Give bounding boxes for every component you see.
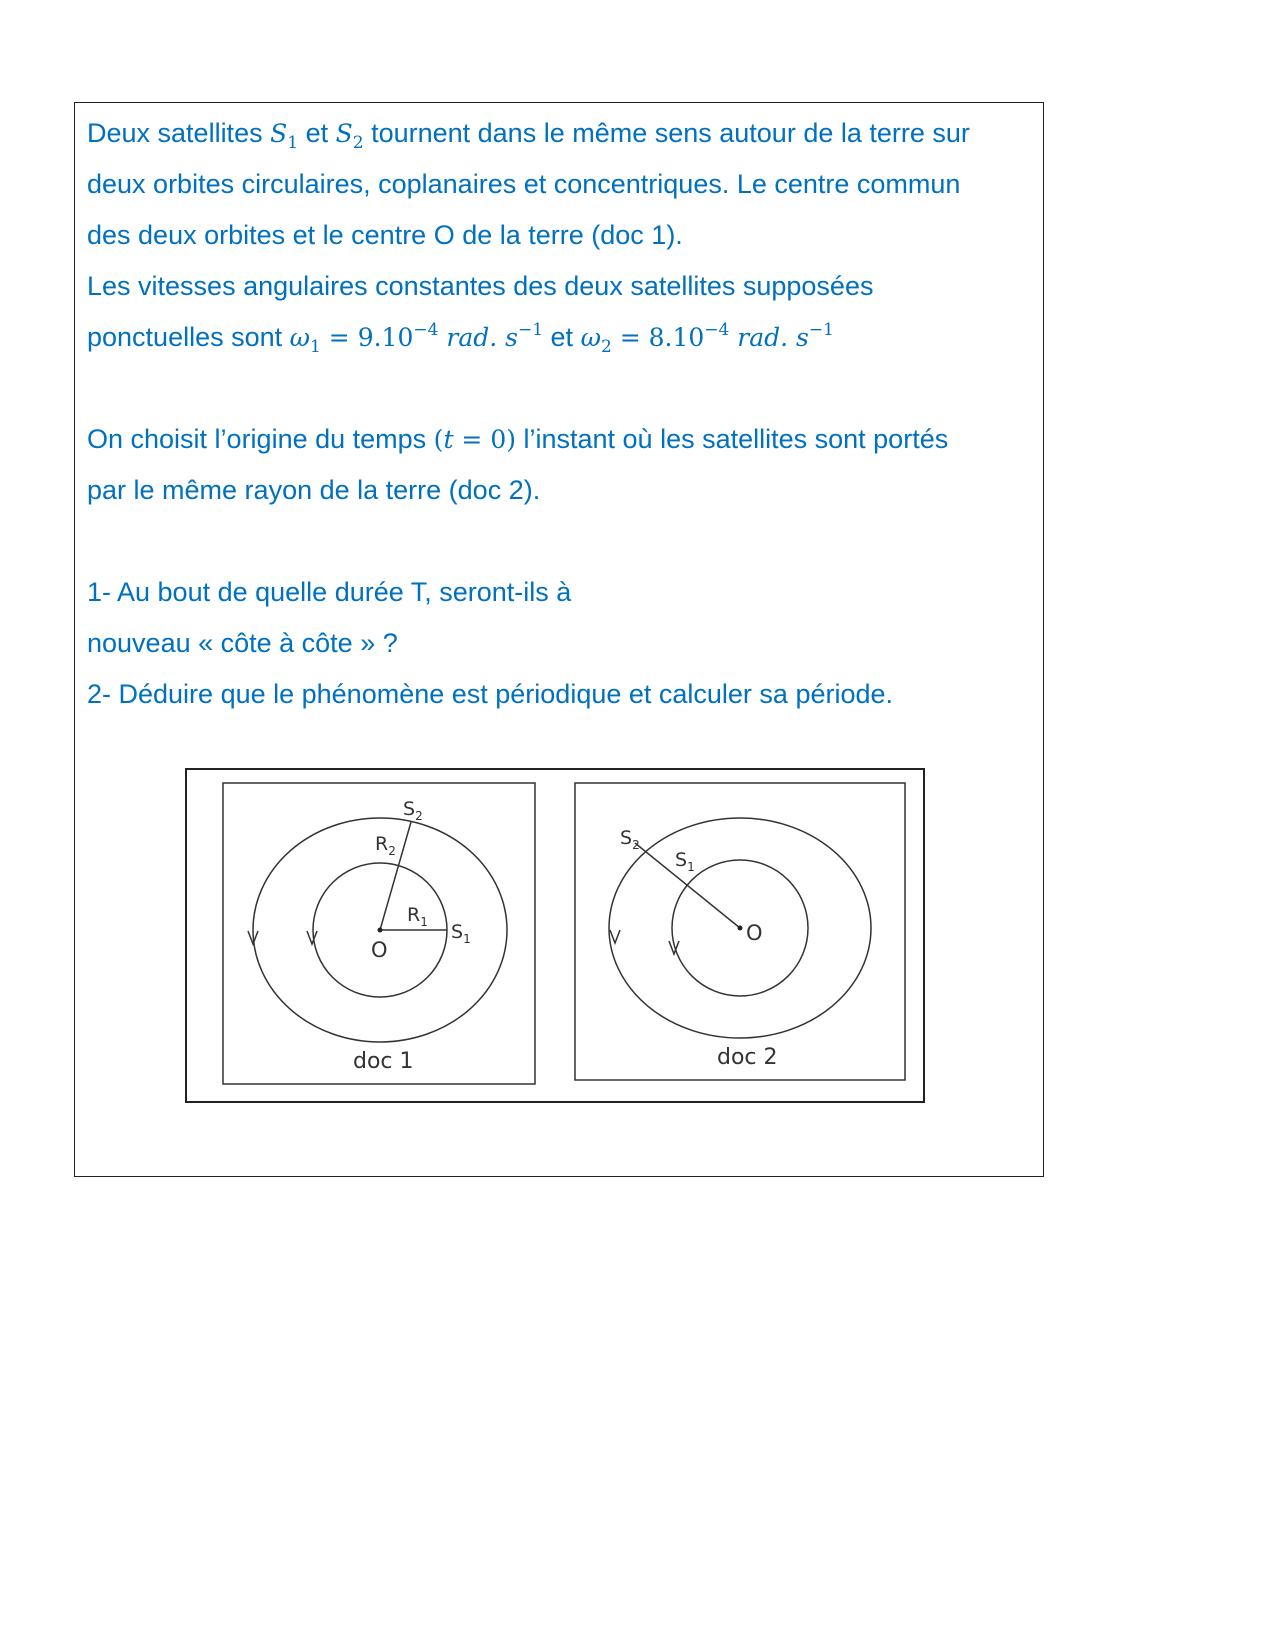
question1-line1: 1- Au bout de quelle durée T, seront-ils à — [87, 577, 572, 607]
doc2-label-s2: $S_2$ — [620, 827, 640, 852]
exercise-text — [87, 108, 1037, 720]
exercise-frame — [74, 102, 1044, 1177]
doc2-panel — [575, 783, 905, 1080]
text-segment: et — [298, 118, 336, 148]
doc1-center-point — [378, 928, 383, 933]
doc1-label-r1: $R_1$ — [407, 904, 428, 929]
paragraph2-line1 — [87, 414, 1037, 465]
math-t0: (t = 0) — [433, 425, 516, 454]
question1-line2: nouveau « côte à côte » ? — [87, 628, 398, 658]
paragraph2-line2: par le même rayon de la terre (doc 2). — [87, 475, 541, 505]
doc2-center-point — [738, 926, 743, 931]
doc1-border — [223, 783, 535, 1084]
doc1-label-s2: $S_2$ — [403, 798, 423, 823]
paragraph1-line3: des deux orbites et le centre O de la terre (doc 1). — [87, 220, 683, 250]
paragraph1-line5 — [87, 312, 1037, 363]
doc1-caption: doc 1 — [353, 1049, 414, 1074]
math-omega2: $\omega_2 = 8.10^{-4}$ rad. $s^{-1}$ — [580, 320, 834, 357]
doc2-label-center: O — [746, 921, 763, 945]
doc1-panel — [223, 783, 535, 1084]
text-segment: et — [543, 322, 581, 352]
math-s1: $S_1$ — [270, 119, 299, 153]
text-segment: Deux satellites — [87, 118, 271, 148]
figure-outer-border — [186, 769, 924, 1102]
paragraph1-line2: deux orbites circulaires, coplanaires et concentriques. Le centre commun — [87, 169, 961, 199]
orbit-figure — [185, 768, 925, 1108]
math-omega1: $\omega_1 = 9.10^{-4}$ rad. $s^{-1}$ — [289, 320, 544, 357]
doc2-common-radius — [635, 843, 740, 928]
text-segment: tournent dans le même sens autour de la terre sur — [363, 118, 970, 148]
doc2-label-s1: $S_1$ — [675, 849, 695, 874]
text-segment: On choisit l’origine du temps — [87, 424, 434, 454]
paragraph1-line4: Les vitesses angulaires constantes des deux satellites supposées — [87, 271, 874, 301]
doc1-label-r2: $R_2$ — [375, 833, 396, 858]
doc1-label-s1: $S_1$ — [451, 921, 471, 946]
doc2-caption: doc 2 — [717, 1045, 778, 1070]
paragraph1-line1 — [87, 108, 1037, 159]
question2: 2- Déduire que le phénomène est périodique et calculer sa période. — [87, 679, 894, 709]
math-s2: $S_2$ — [335, 119, 364, 153]
doc1-inner-direction-arrow — [307, 931, 317, 944]
text-segment: l’instant où les satellites sont portés — [515, 424, 949, 454]
text-segment: ponctuelles sont — [87, 322, 290, 352]
spacer — [87, 363, 1037, 414]
spacer — [87, 516, 1037, 567]
doc1-label-center: O — [371, 938, 388, 962]
doc2-outer-direction-arrow — [610, 930, 620, 943]
